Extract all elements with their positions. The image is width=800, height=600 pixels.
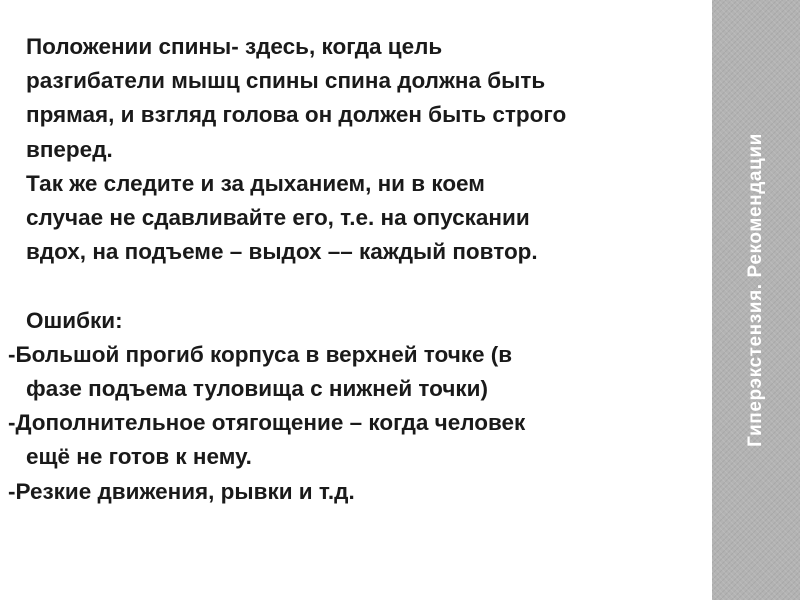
slide-body — [8, 30, 712, 509]
error-item: -Большой прогиб корпуса в верхней точке (в — [8, 341, 513, 367]
error-item-continuation: ещё не готов к нему. — [26, 444, 252, 470]
body-line: разгибатели мышц спины спина должна быть — [26, 68, 546, 94]
body-line: случае не сдавливайте его, т.е. на опускании — [26, 205, 530, 231]
body-line: Положении спины- здесь, когда цель — [26, 34, 443, 59]
body-line: Так же следите и за дыханием, ни в коем — [26, 170, 485, 196]
slide-title: Гиперэкстензия. Рекомендации — [745, 133, 766, 447]
error-item: -Резкие движения, рывки и т.д. — [8, 478, 355, 504]
error-item: -Дополнительное отягощение – когда человек — [8, 410, 526, 436]
body-line: вдох, на подъеме – выдох –– каждый повтор. — [26, 239, 538, 265]
body-line: вперед. — [26, 136, 113, 162]
error-item-continuation: фазе подъема туловища с нижней точки) — [26, 376, 488, 402]
paragraph-spacer — [22, 269, 712, 303]
body-line: прямая, и взгляд голова он должен быть строго — [26, 102, 567, 128]
errors-heading: Ошибки: — [26, 307, 123, 333]
